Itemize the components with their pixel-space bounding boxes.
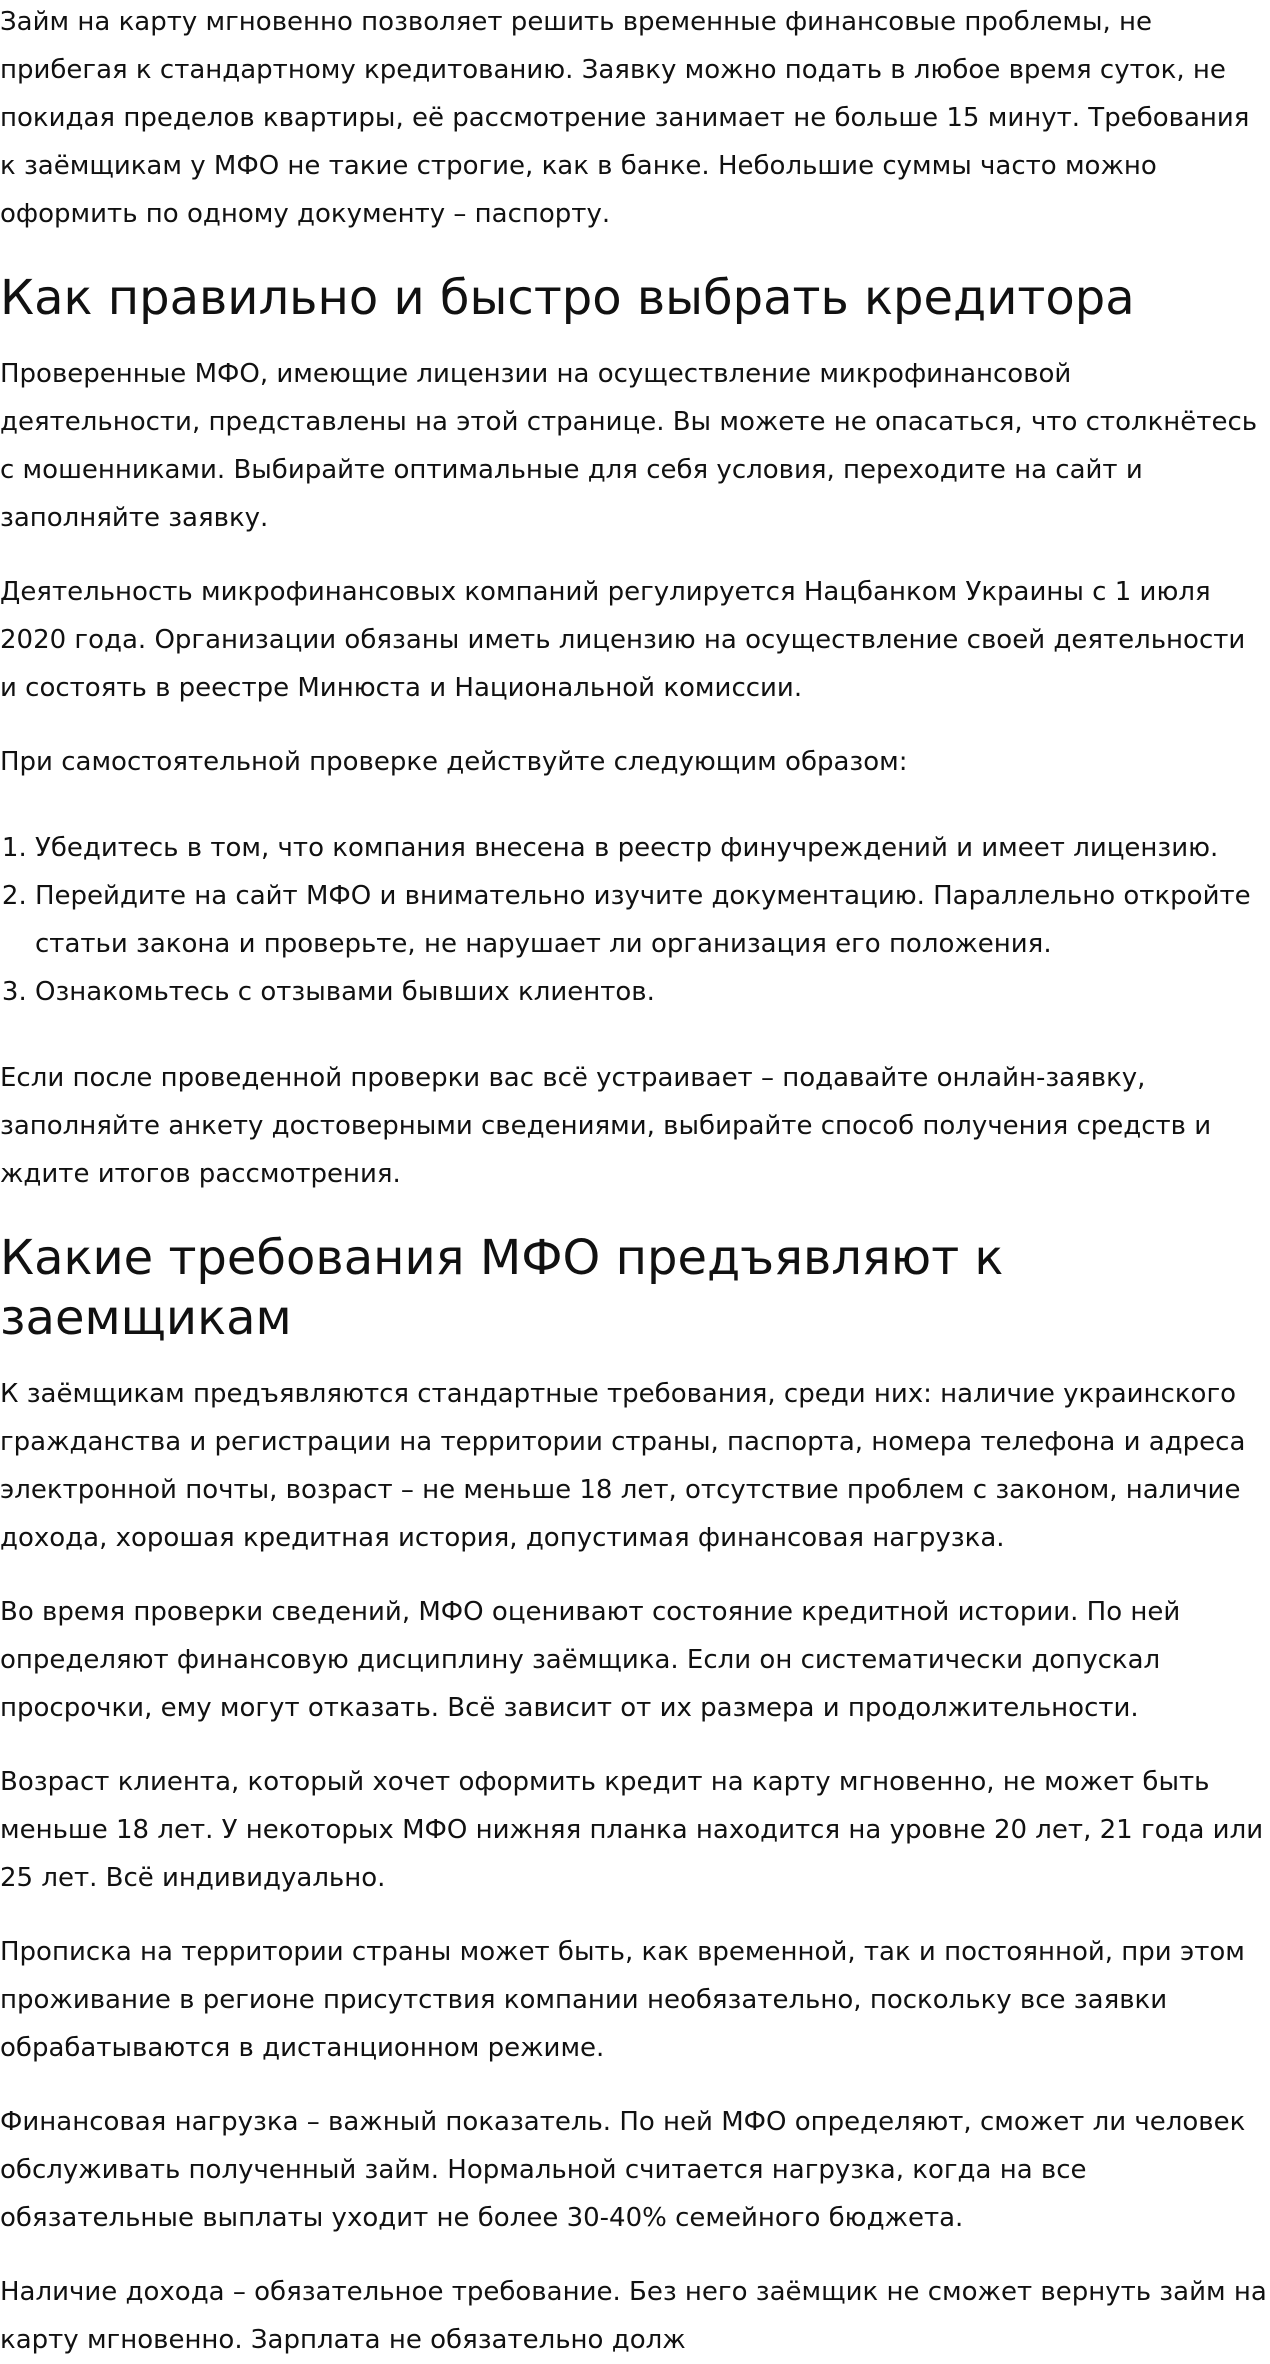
section-heading-requirements: Какие требования МФО предъявляют к заемщикам — [0, 1230, 1004, 1346]
list-item: 3. Ознакомьтесь с отзывами бывших клиентов. — [35, 968, 1270, 1016]
list-item: 1. Убедитесь в том, что компания внесена в реестр финучреждений и имеет лицензию. — [35, 824, 1270, 872]
paragraph-regulation: Деятельность микрофинансовых компаний регулируется Нацбанком Украины с 1 июля 2020 года. Организации обязаны иметь лицензию на осуществление своей деятельности и состоять в реестре Минюста и Национальной комиссии. — [0, 577, 1246, 703]
paragraph-client-age: Возраст клиента, который хочет оформить кредит на карту мгновенно, не может быть меньше 18 лет. У некоторых МФО нижняя планка находится на уровне 20 лет, 21 года или 25 лет. Всё индивидуально. — [0, 1767, 1264, 1893]
paragraph-verified-mfo: Проверенные МФО, имеющие лицензии на осуществление микрофинансовой деятельности, представлены на этой странице. Вы можете не опасаться, что столкнётесь с мошенниками. Выбирайте оптимальные для себя условия, переходите на сайт и заполняйте заявку. — [0, 359, 1258, 533]
paragraph-credit-history: Во время проверки сведений, МФО оценивают состояние кредитной истории. По ней определяют финансовую дисциплину заёмщика. Если он систематически допускал просрочки, ему могут отказать. Всё зависит от их размера и продолжительности. — [0, 1597, 1181, 1723]
paragraph-standard-requirements: К заёмщикам предъявляются стандартные требования, среди них: наличие украинского гражданства и регистрации на территории страны, паспорта, номера телефона и адреса электронной почты, возраст – не меньше 18 лет, отсутствие проблем с законом, наличие дохода, хорошая кредитная история, допустимая финансовая нагрузка. — [0, 1379, 1246, 1553]
section-heading-choose-lender: Как правильно и быстро выбрать кредитора — [0, 270, 1135, 326]
list-item: 2. Перейдите на сайт МФО и внимательно изучите документацию. Параллельно откройте статьи закона и проверьте, не нарушает ли организация его положения. — [35, 872, 1270, 968]
paragraph-registration: Прописка на территории страны может быть, как временной, так и постоянной, при этом проживание в регионе присутствия компании необязательно, поскольку все заявки обрабатываются в дистанционном режиме. — [0, 1937, 1245, 2063]
paragraph-self-check-intro: При самостоятельной проверке действуйте следующим образом: — [0, 747, 908, 777]
paragraph-after-check: Если после проведенной проверки вас всё устраивает – подавайте онлайн-заявку, заполняйте анкету достоверными сведениями, выбирайте способ получения средств и ждите итогов рассмотрения. — [0, 1063, 1212, 1189]
paragraph-financial-load: Финансовая нагрузка – важный показатель. По ней МФО определяют, сможет ли человек обслуживать полученный займ. Нормальной считается нагрузка, когда на все обязательные выплаты уходит не более 30-40% семейного бюджета. — [0, 2107, 1246, 2233]
paragraph-income: Наличие дохода – обязательное требование. Без него заёмщик не сможет вернуть займ на карту мгновенно. Зарплата не обязательно долж — [0, 2277, 1267, 2355]
intro-paragraph: Займ на карту мгновенно позволяет решить временные финансовые проблемы, не прибегая к стандартному кредитованию. Заявку можно подать в любое время суток, не покидая пределов квартиры, её рассмотрение занимает не больше 15 минут. Требования к заёмщикам у МФО не такие строгие, как в банке. Небольшие суммы часто можно оформить по одному документу – паспорту. — [0, 7, 1250, 229]
self-check-steps-list — [0, 824, 1270, 1016]
